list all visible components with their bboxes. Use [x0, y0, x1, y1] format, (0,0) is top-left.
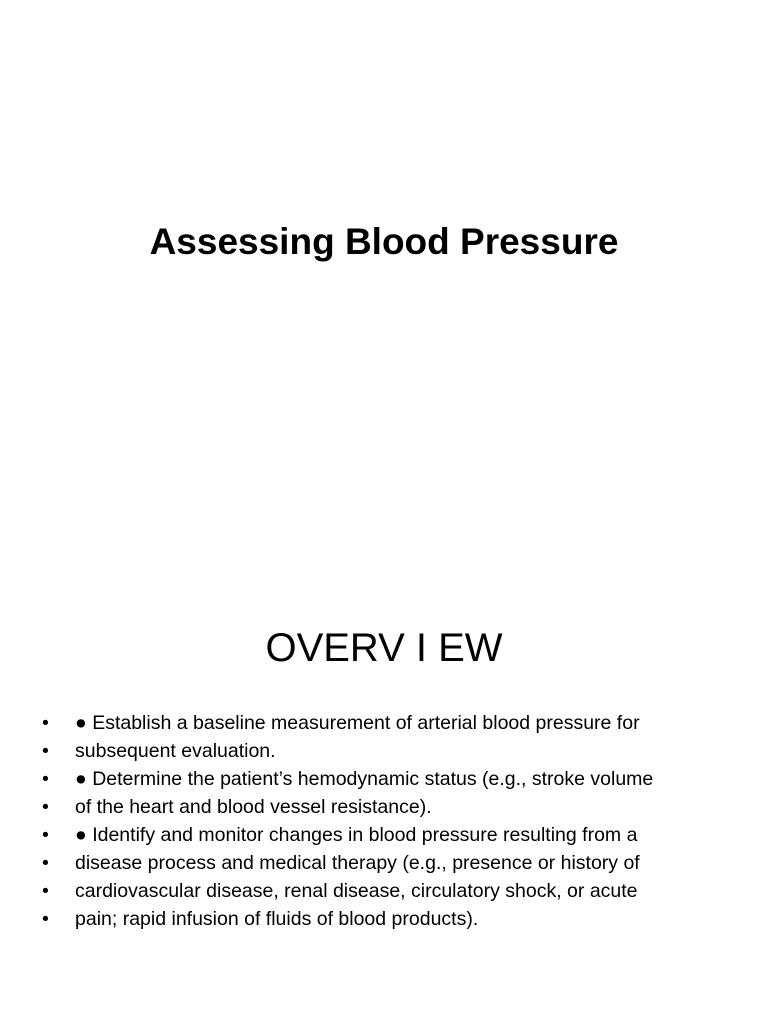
bullet-text: ● Identify and monitor changes in blood pressure resulting from a	[75, 824, 638, 846]
bullet-text: ● Determine the patient’s hemodynamic status (e.g., stroke volume	[75, 768, 654, 790]
bullet-icon: •	[42, 796, 49, 818]
slide-title: Assessing Blood Pressure	[149, 221, 619, 262]
bullet-text: disease process and medical therapy (e.g., presence or history of	[75, 852, 640, 874]
overview-heading: OVERV I EW	[265, 626, 503, 670]
bullet-line	[42, 905, 742, 933]
bullet-text: of the heart and blood vessel resistance).	[75, 796, 432, 818]
bullet-icon: •	[42, 768, 49, 790]
bullet-icon: •	[42, 712, 49, 734]
bullet-line	[42, 849, 742, 877]
bullet-line	[42, 737, 742, 765]
bullet-line	[42, 877, 742, 905]
bullet-text: subsequent evaluation.	[75, 740, 276, 762]
bullet-text: ● Establish a baseline measurement of arterial blood pressure for	[75, 712, 640, 734]
bullet-line	[42, 821, 742, 849]
bullet-line	[42, 709, 742, 737]
bullet-icon: •	[42, 852, 49, 874]
bullet-icon: •	[42, 908, 49, 930]
bullet-line	[42, 765, 742, 793]
bullet-text: cardiovascular disease, renal disease, circulatory shock, or acute	[75, 880, 638, 902]
overview-slide	[0, 576, 768, 1024]
bullet-text: pain; rapid infusion of fluids of blood products).	[75, 908, 479, 930]
bullet-icon: •	[42, 740, 49, 762]
bullet-icon: •	[42, 880, 49, 902]
bullet-line	[42, 793, 742, 821]
bullet-icon: •	[42, 824, 49, 846]
bullet-list	[42, 709, 742, 933]
